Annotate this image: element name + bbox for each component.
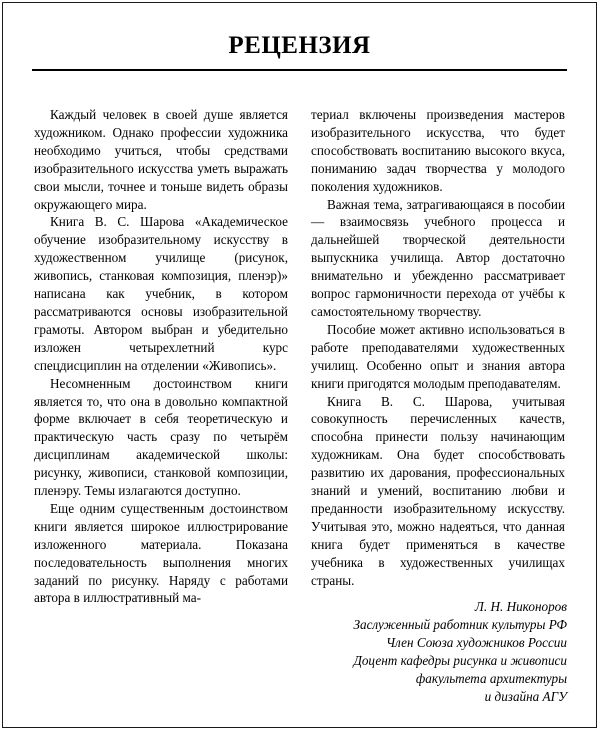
signature-line: факультета архитектуры <box>415 670 567 686</box>
paragraph-continuation: териал включены произведения мастеров изобразительного искусства, что будет способствовать воспитанию высокого вкуса, пониманию задач творчества у молодого поколения художников. <box>311 107 565 194</box>
paragraph: Каждый человек в своей душе является художником. Однако профессии художника необходимо учиться, чтобы средствами изобразительного искусства уметь выражать свои мысли, точнее и тоньше видеть образы окружающего мира. <box>34 107 288 212</box>
signature-block <box>353 598 567 705</box>
paragraph: Важная тема, затрагивающаяся в пособии — взаимосвязь учебного процесса и дальнейшей творческой деятельности выпускника училища. Автор достаточно внимательно и убежденно рассматривает вопрос гармоничности перехода от учёбы к самостоятельному творчеству. <box>311 196 565 319</box>
signature-line: Заслуженный работник культуры РФ <box>353 616 567 632</box>
signature-name: Л. Н. Никоноров <box>474 599 567 614</box>
paragraph: Еще одним существенным достоинством книги является широкое иллюстрирование изложенного материала. Показана последовательность выполнения многих заданий по рисунку. Наряду с работами автора в иллюстративный ма- <box>34 500 288 606</box>
signature-line: Член Союза художников России <box>385 634 567 650</box>
right-column <box>311 106 565 589</box>
paragraph: Книга В. С. Шарова «Академическое обучение изобразительному искусству в художественном училище (рисунок, живопись, станковая композиция, пленэр)» написана как учебник, в котором рассматриваются основы изобразительной грамоты. Автором выбран и убедительно изложен четырехлетний курс спецдисциплин на отделении «Живопись». <box>34 214 288 373</box>
signature-line: Доцент кафедры рисунка и живописи <box>353 652 567 668</box>
page-title: РЕЦЕНЗИЯ <box>228 32 371 59</box>
left-column <box>34 106 288 607</box>
title-underline <box>32 69 567 71</box>
signature-line: и дизайна АГУ <box>484 688 567 704</box>
paragraph: Несомненным достоинством книги является то, что она в довольно компактной форме включает в себя теоретическую и практическую часть сразу по четырём дисциплинам академической школы: рисунку, живописи, станковой композиции, пленэру. Темы излагаются доступно. <box>34 375 288 499</box>
paragraph: Пособие может активно использоваться в работе преподавателями художественных училищ. Особенно опыт и знания автора книги пригодятся молодым преподавателям. <box>311 321 565 391</box>
paragraph: Книга В. С. Шарова, учитывая совокупность перечисленных качеств, способна принести пользу начинающим художникам. Она будет способствовать развитию их дарования, профессиональных знаний и умений, воспитанию любви и преданности изобразительному искусству. Учитывая это, можно надеяться, что данная книга будет применяться в качестве учебника в художественных училищах страны. <box>311 393 565 588</box>
